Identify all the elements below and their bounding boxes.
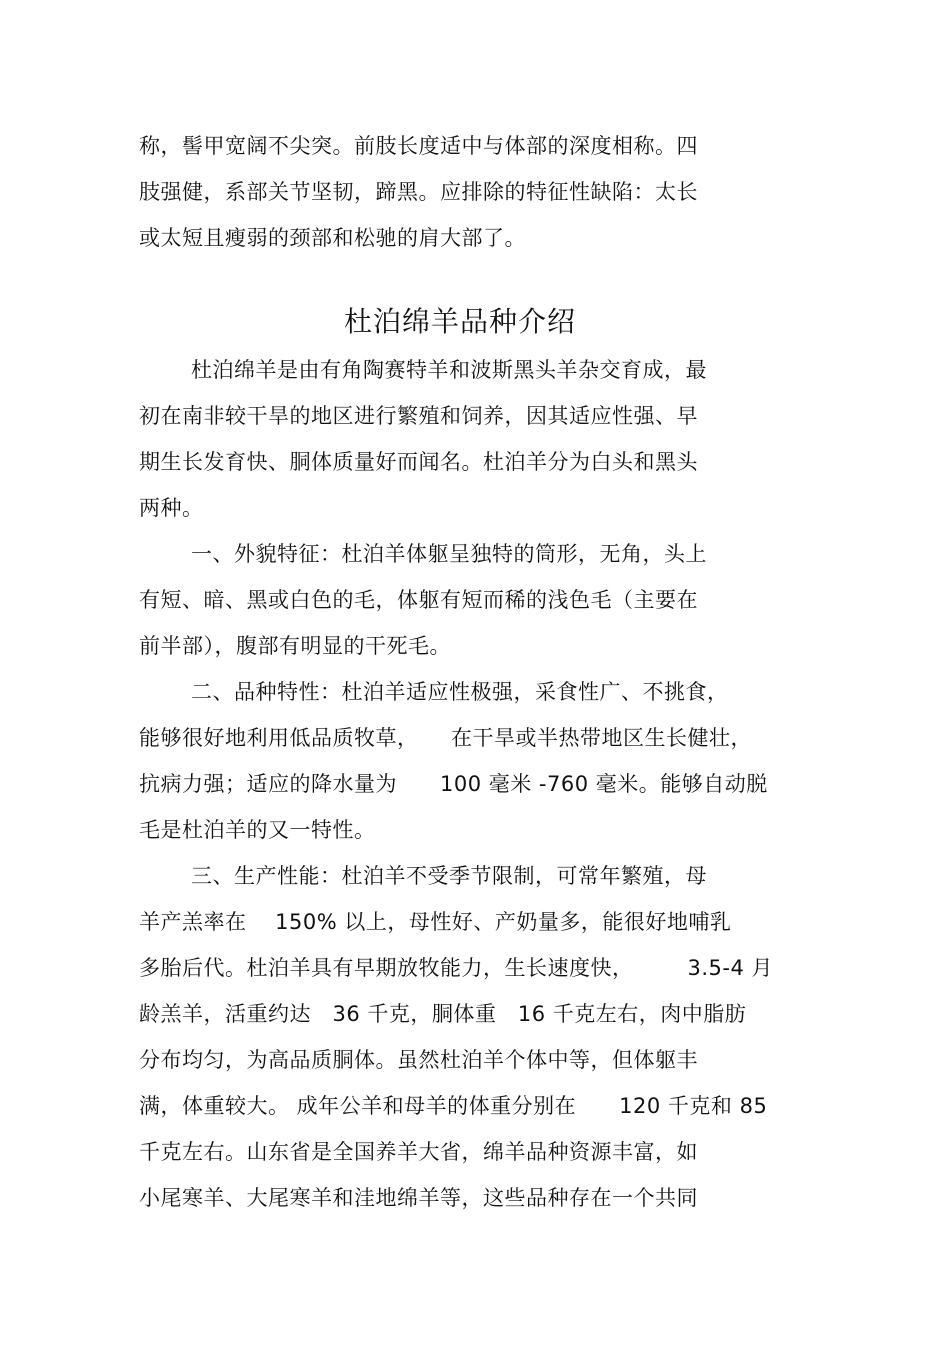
text-line: 三、生产性能：杜泊羊不受季节限制，可常年繁殖，母 <box>191 864 707 888</box>
text-line: 能够很好地利用低品质牧草， 在干旱或半热带地区生长健壮， <box>139 726 752 750</box>
text-line: 称，髻甲宽阔不尖突。前肢长度适中与体部的深度相称。四 <box>139 134 698 158</box>
text-line: 肢强健，系部关节坚韧，蹄黑。应排除的特征性缺陷：太长 <box>139 180 698 204</box>
text-line: 毛是杜泊羊的又一特性。 <box>139 818 376 842</box>
text-line: 千克左右。山东省是全国养羊大省，绵羊品种资源丰富，如 <box>139 1140 698 1164</box>
paragraph-appearance <box>139 531 819 669</box>
paragraph-characteristics <box>139 669 819 853</box>
text-line: 满，体重较大。 成年公羊和母羊的体重分别在 120 千克和 85 <box>139 1094 768 1118</box>
text-line: 羊产羔率在 150% 以上，母性好、产奶量多，能很好地哺乳 <box>139 910 732 934</box>
text-line: 杜泊绵羊是由有角陶赛特羊和波斯黑头羊杂交育成，最 <box>191 358 707 382</box>
text-line: 小尾寒羊、大尾寒羊和洼地绵羊等，这些品种存在一个共同 <box>139 1186 698 1210</box>
text-line: 两种。 <box>139 496 204 520</box>
text-line: 或太短且瘦弱的颈部和松驰的肩大部了。 <box>139 226 526 250</box>
text-line: 前半部），腹部有明显的干死毛。 <box>139 634 451 658</box>
text-line: 期生长发育快、胴体质量好而闻名。杜泊羊分为白头和黑头 <box>139 450 698 474</box>
body-text <box>139 347 819 1221</box>
intro-paragraph <box>139 123 819 261</box>
text-line: 二、品种特性：杜泊羊适应性极强，采食性广、不挑食， <box>191 680 729 704</box>
paragraph-performance <box>139 853 819 1221</box>
text-line: 抗病力强；适应的降水量为 100 毫米 -760 毫米。能够自动脱 <box>139 772 768 796</box>
paragraph-intro <box>139 347 819 531</box>
text-line: 一、外貌特征：杜泊羊体躯呈独特的筒形，无角，头上 <box>191 542 707 566</box>
text-line: 多胎后代。杜泊羊具有早期放牧能力，生长速度快， 3.5-4 月 <box>139 956 774 980</box>
text-line: 初在南非较干旱的地区进行繁殖和饲养，因其适应性强、早 <box>139 404 698 428</box>
text-line: 分布均匀，为高品质胴体。虽然杜泊羊个体中等，但体躯丰 <box>139 1048 698 1072</box>
text-line: 有短、暗、黑或白色的毛，体躯有短而稀的浅色毛（主要在 <box>139 588 698 612</box>
text-line: 龄羔羊，活重约达 36 千克，胴体重 16 千克左右，肉中脂肪 <box>139 1002 747 1026</box>
page-title: 杜泊绵羊品种介绍 <box>343 305 576 338</box>
